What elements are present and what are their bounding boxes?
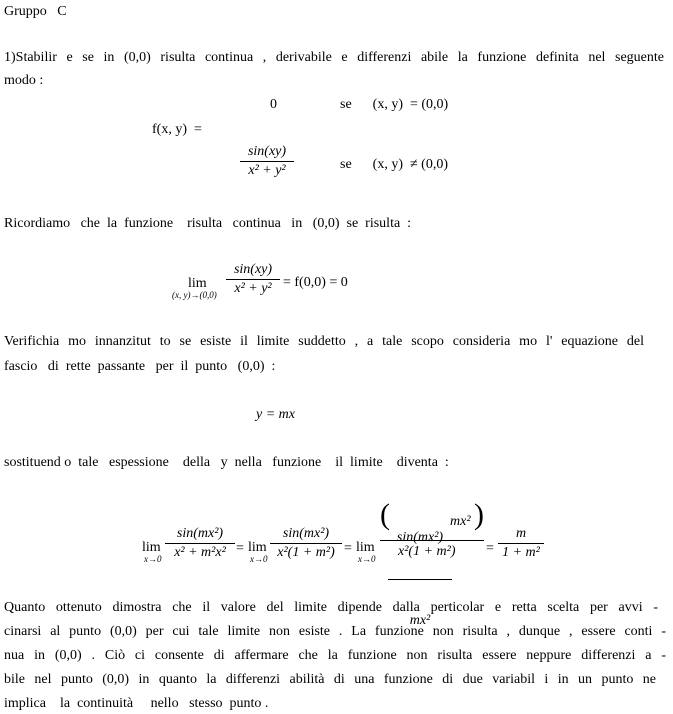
right-paren: )	[474, 498, 484, 531]
conclusion-line-1: Quanto ottenuto dimostra che il valore del limite dipende dalla perticolar e retta scelta per avvi -	[4, 600, 658, 615]
conclusion-line-2: cinarsi al punto (0,0) per cui tale limite non esiste . La funzione non risulta , dunque , essere conti -	[4, 624, 666, 639]
recall-rhs: = f(0,0) = 0	[283, 275, 348, 290]
equals-2: =	[344, 541, 352, 556]
outer-bar	[380, 540, 484, 541]
case2-denominator: x² + y²	[248, 163, 286, 178]
outer-fraction-den: x²(1 + m²)	[398, 544, 456, 559]
inner-fraction-num: sin(mx²)	[396, 530, 444, 545]
sub-fraction-2	[270, 526, 342, 561]
line-equation: y = mx	[256, 407, 295, 422]
sub-fraction-4-den: 1 + m²	[502, 545, 540, 560]
mult-factor: mx²	[450, 514, 471, 529]
case2-numerator: sin(xy)	[247, 144, 287, 159]
sub-fraction-1-num: sin(mx²)	[176, 526, 224, 541]
sub-fraction-3	[380, 496, 484, 628]
recall-lim-sub: (x, y)→(0,0)	[172, 290, 217, 300]
sub-fraction-4-num: m	[515, 526, 527, 541]
recall-lim: lim	[188, 276, 207, 291]
case1-condition: se (x, y) = (0,0)	[340, 97, 449, 112]
recall-text: Ricordiamo che la funzione risulta continua in (0,0) se risulta :	[4, 216, 412, 231]
problem-line-1: 1)Stabilir e se in (0,0) risulta continua , derivabile e differenzi abile la funzione definita nel seguente	[4, 50, 664, 65]
sub-fraction-4	[498, 526, 544, 561]
sub-lim-2: lim	[248, 540, 267, 555]
equals-1: =	[236, 541, 244, 556]
sub-fraction-2-den: x²(1 + m²)	[277, 545, 335, 560]
problem-line-2: modo :	[4, 73, 44, 88]
equals-3: =	[486, 541, 494, 556]
inner-fraction-den: mx²	[409, 613, 431, 628]
sub-fraction-1	[165, 526, 235, 561]
recall-numerator: sin(xy)	[233, 262, 273, 277]
conclusion-line-3: nua in (0,0) . Ciò ci consente di affermare che la funzione non risulta essere neppure differenzi a -	[4, 648, 666, 663]
recall-denominator: x² + y²	[234, 281, 272, 296]
sub-fraction-2-num: sin(mx²)	[282, 526, 330, 541]
sub-fraction-1-den: x² + m²x²	[174, 545, 226, 560]
case1-value: 0	[270, 97, 277, 112]
verify-line-1: Verifichia mo innanzitut to se esiste il limite suddetto , a tale scopo consideria mo l' equazione del	[4, 334, 644, 349]
sub-lim-1-sub: x→0	[144, 554, 162, 564]
sub-lim-3: lim	[356, 540, 375, 555]
conclusion-line-4: bile nel punto (0,0) in quanto la differenzi abilità di una funzione di due variabil i in un punto ne	[4, 672, 656, 687]
sub-lim-2-sub: x→0	[250, 554, 268, 564]
group-title: Gruppo C	[4, 4, 67, 19]
function-label: f(x, y) =	[152, 122, 202, 137]
case2-condition: se (x, y) ≠ (0,0)	[340, 157, 448, 172]
sub-lim-3-sub: x→0	[358, 554, 376, 564]
sub-lim-1: lim	[142, 540, 161, 555]
verify-line-2: fascio di rette passante per il punto (0,0) :	[4, 359, 276, 374]
substitute-text: sostituend o tale espessione della y nella funzione il limite diventa :	[4, 455, 449, 470]
left-paren: (	[380, 498, 390, 531]
conclusion-line-5: implica la continuità nello stesso punto .	[4, 696, 269, 711]
recall-fraction	[226, 262, 280, 297]
case2-fraction	[240, 144, 294, 179]
